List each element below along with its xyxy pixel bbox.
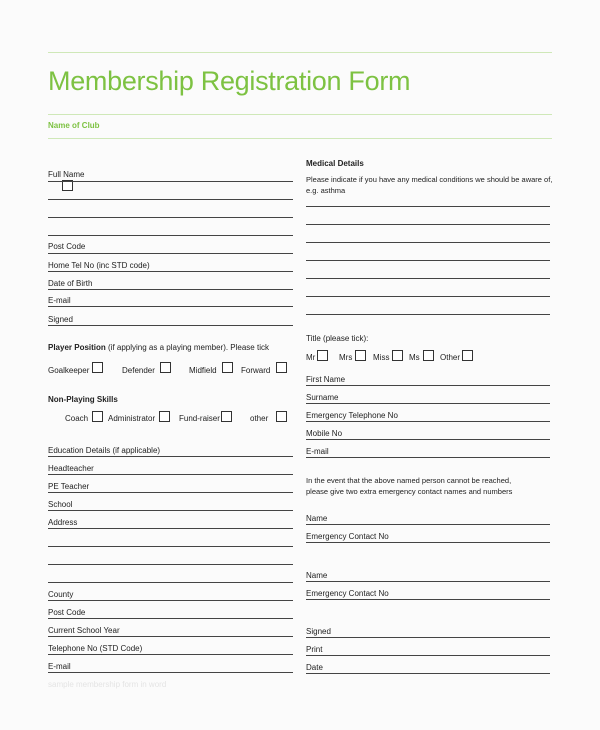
home-tel-label: Home Tel No (inc STD code) (48, 261, 150, 270)
medical-line-7[interactable] (306, 314, 550, 315)
title-other-label: Other (440, 353, 461, 362)
county-line[interactable] (48, 600, 293, 601)
surname-label: Surname (306, 393, 339, 402)
address-label: Address (48, 518, 78, 527)
signed-line[interactable] (48, 325, 293, 326)
position-goalkeeper-label: Goalkeeper (48, 366, 90, 375)
email-label: E-mail (48, 296, 71, 305)
address-line[interactable] (48, 528, 293, 529)
position-defender-label: Defender (122, 366, 155, 375)
contact2-name-line[interactable] (306, 581, 550, 582)
skill-fundraiser-checkbox[interactable] (221, 411, 232, 422)
title-other-checkbox[interactable] (462, 350, 473, 361)
position-midfield-checkbox[interactable] (222, 362, 233, 373)
post-code2-line[interactable] (48, 618, 293, 619)
headteacher-label: Headteacher (48, 464, 94, 473)
dob-label: Date of Birth (48, 279, 93, 288)
medical-line-1[interactable] (306, 206, 550, 207)
title-mr-checkbox[interactable] (317, 350, 328, 361)
medical-line-3[interactable] (306, 242, 550, 243)
medical-note: Please indicate if you have any medical conditions we should be aware of, e.g. asthma (306, 175, 553, 195)
emergency-tel-label: Emergency Telephone No (306, 411, 398, 420)
emergency-tel-line[interactable] (306, 421, 550, 422)
skill-coach-checkbox[interactable] (92, 411, 103, 422)
title-miss-label: Miss (373, 353, 390, 362)
first-name-label: First Name (306, 375, 346, 384)
date-line[interactable] (306, 673, 550, 674)
surname-line[interactable] (306, 403, 550, 404)
education-heading: Education Details (if applicable) (48, 446, 161, 455)
title-miss-checkbox[interactable] (392, 350, 403, 361)
title-mrs-checkbox[interactable] (355, 350, 366, 361)
emergency-note: In the event that the above named person cannot be reached, please give two extra emergency contact names and numbers (306, 476, 513, 496)
address-line-4[interactable] (48, 582, 293, 583)
right-signed-label: Signed (306, 627, 331, 636)
contact1-number-line[interactable] (306, 542, 550, 543)
right-signed-line[interactable] (306, 637, 550, 638)
pe-teacher-label: PE Teacher (48, 482, 90, 491)
position-goalkeeper-checkbox[interactable] (92, 362, 103, 373)
contact1-name-label: Name (306, 514, 328, 523)
post-code-label: Post Code (48, 242, 86, 251)
education-line[interactable] (48, 456, 293, 457)
school-line[interactable] (48, 510, 293, 511)
title-ms-checkbox[interactable] (423, 350, 434, 361)
skill-fundraiser-label: Fund-raiser (179, 414, 220, 423)
school-label: School (48, 500, 73, 509)
mobile-line[interactable] (306, 439, 550, 440)
page-title: Membership Registration Form (48, 66, 411, 96)
contact1-number-label: Emergency Contact No (306, 532, 389, 541)
email2-label: E-mail (48, 662, 71, 671)
position-forward-label: Forward (241, 366, 271, 375)
club-name-label: Name of Club (48, 121, 100, 130)
full-name-line-3[interactable] (48, 217, 293, 218)
medical-line-4[interactable] (306, 260, 550, 261)
post-code-line[interactable] (48, 253, 293, 254)
right-email-label: E-mail (306, 447, 329, 456)
address-line-3[interactable] (48, 564, 293, 565)
title-mr-label: Mr (306, 353, 316, 362)
telephone-line[interactable] (48, 654, 293, 655)
current-year-label: Current School Year (48, 626, 120, 635)
first-name-line[interactable] (306, 385, 550, 386)
title-label: Title (please tick): (306, 334, 369, 343)
player-position-heading: Player Position (if applying as a playing member). Please tick (48, 343, 269, 352)
contact2-number-label: Emergency Contact No (306, 589, 389, 598)
top-divider (48, 52, 552, 53)
print-line[interactable] (306, 655, 550, 656)
title-mrs-label: Mrs (339, 353, 353, 362)
medical-line-2[interactable] (306, 224, 550, 225)
signed-label: Signed (48, 315, 73, 324)
position-forward-checkbox[interactable] (276, 362, 287, 373)
current-year-line[interactable] (48, 636, 293, 637)
telephone-label: Telephone No (STD Code) (48, 644, 143, 653)
contact1-name-line[interactable] (306, 524, 550, 525)
headteacher-line[interactable] (48, 474, 293, 475)
skill-coach-label: Coach (65, 414, 89, 423)
dob-line[interactable] (48, 289, 293, 290)
skill-administrator-label: Administrator (108, 414, 156, 423)
medical-line-6[interactable] (306, 296, 550, 297)
home-tel-line[interactable] (48, 271, 293, 272)
full-name-line-2[interactable] (48, 199, 293, 200)
contact2-number-line[interactable] (306, 599, 550, 600)
email2-line[interactable] (48, 672, 293, 673)
post-code2-label: Post Code (48, 608, 86, 617)
pe-teacher-line[interactable] (48, 492, 293, 493)
skill-other-checkbox[interactable] (276, 411, 287, 422)
right-email-line[interactable] (306, 457, 550, 458)
position-midfield-label: Midfield (189, 366, 217, 375)
full-name-line-4[interactable] (48, 235, 293, 236)
club-divider (48, 138, 552, 139)
position-defender-checkbox[interactable] (160, 362, 171, 373)
email-line[interactable] (48, 306, 293, 307)
address-line-2[interactable] (48, 546, 293, 547)
date-label: Date (306, 663, 323, 672)
full-name-line[interactable] (48, 181, 293, 182)
medical-heading: Medical Details (306, 159, 364, 168)
mobile-label: Mobile No (306, 429, 343, 438)
medical-line-5[interactable] (306, 278, 550, 279)
title-ms-label: Ms (409, 353, 420, 362)
watermark-text: sample membership form in word (48, 680, 167, 689)
skill-other-label: other (250, 414, 269, 423)
print-label: Print (306, 645, 323, 654)
title-divider (48, 114, 552, 115)
nonplaying-heading: Non-Playing Skills (48, 395, 118, 404)
full-name-label: Full Name (48, 170, 85, 179)
county-label: County (48, 590, 74, 599)
contact2-name-label: Name (306, 571, 328, 580)
skill-administrator-checkbox[interactable] (159, 411, 170, 422)
